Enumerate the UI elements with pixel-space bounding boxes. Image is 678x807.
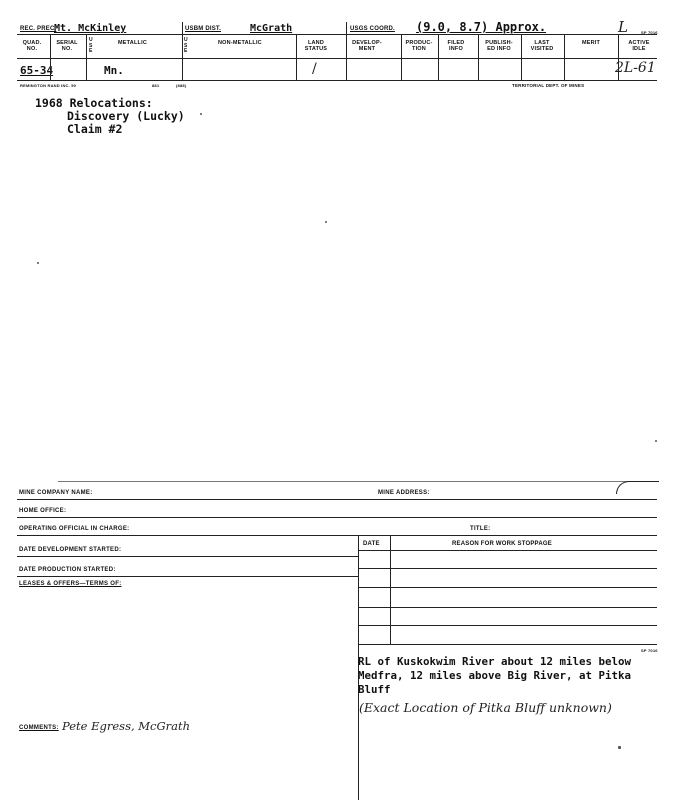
col-use-1: U S E bbox=[89, 37, 93, 54]
location-line-1: RL of Kuskokwim River about 12 miles below bbox=[358, 655, 632, 668]
active-idle-value: 2L-61 bbox=[615, 60, 656, 76]
top-fold-curve bbox=[616, 481, 659, 494]
operating-official-label: OPERATING OFFICIAL IN CHARGE: bbox=[19, 526, 130, 532]
land-status-value: / bbox=[312, 61, 317, 77]
col-land-status: LAND STATUS bbox=[304, 40, 328, 52]
form-number: SP 7016 bbox=[641, 30, 658, 35]
reason-column-header: REASON FOR WORK STOPPAGE bbox=[452, 541, 552, 547]
usgs-coord-value: (9.0, 8.7) Approx. bbox=[416, 20, 547, 34]
speck bbox=[200, 113, 202, 115]
col-merit: MERIT bbox=[581, 40, 601, 46]
notes-line-2: Discovery (Lucky) bbox=[67, 109, 185, 123]
col-development: DEVELOP- MENT bbox=[352, 40, 382, 52]
location-note: (Exact Location of Pitka Bluff unknown) bbox=[359, 700, 612, 715]
location-line-3: Bluff bbox=[358, 683, 391, 696]
speck bbox=[37, 262, 39, 264]
col-use-2: U S E bbox=[184, 37, 188, 54]
col-published-info: PUBLISH- ED INFO bbox=[485, 40, 513, 52]
printer-code-1: 881 bbox=[152, 83, 160, 88]
date-development-started-label: DATE DEVELOPMENT STARTED: bbox=[19, 547, 122, 553]
title-label: TITLE: bbox=[470, 526, 491, 532]
usgs-coord-label: USGS COORD. bbox=[350, 26, 395, 32]
col-metallic: METALLIC bbox=[118, 40, 147, 46]
date-column-header: DATE bbox=[363, 541, 380, 547]
comments-label: COMMENTS: bbox=[19, 725, 59, 731]
quad-value: 65-34 bbox=[20, 64, 54, 77]
mine-company-name-label: MINE COMPANY NAME: bbox=[19, 490, 93, 496]
territorial-dept: TERRITORIAL DEPT. OF MINES bbox=[512, 83, 585, 88]
date-production-started-label: DATE PRODUCTION STARTED: bbox=[19, 567, 116, 573]
speck bbox=[655, 440, 657, 442]
printer-code-2: (888) bbox=[176, 83, 187, 88]
rec-prec-label: REC. PREC. bbox=[20, 26, 57, 32]
notes-line-1: 1968 Relocations: bbox=[35, 96, 153, 110]
home-office-label: HOME OFFICE: bbox=[19, 508, 67, 514]
col-active-idle: ACTIVE IDLE bbox=[628, 40, 650, 52]
rec-prec-value: Mt. McKinley bbox=[54, 23, 127, 34]
location-line-2: Medfra, 12 miles above Big River, at Pitka bbox=[358, 669, 632, 682]
metallic-value: Mn. bbox=[104, 64, 124, 77]
leases-offers-label: LEASES & OFFERS—TERMS OF: bbox=[19, 581, 122, 587]
comments-value: Pete Egress, McGrath bbox=[62, 719, 191, 733]
usgm-dist-label: USBM DIST. bbox=[185, 26, 222, 32]
col-serial: SERIAL NO. bbox=[56, 40, 78, 52]
speck bbox=[325, 221, 327, 223]
notes-line-3: Claim #2 bbox=[67, 122, 123, 136]
col-non-metallic: NON-METALLIC bbox=[218, 40, 262, 46]
form-number-lower: SP 7016 bbox=[641, 648, 658, 653]
corner-letter: L bbox=[618, 18, 628, 36]
col-production: PRODUC- TION bbox=[405, 40, 433, 52]
mine-address-label: MINE ADDRESS: bbox=[378, 490, 430, 496]
col-last-visited: LAST VISITED bbox=[530, 40, 554, 52]
printer-imprint: REMINGTON RAND INC. 50 bbox=[20, 83, 77, 88]
speck bbox=[618, 746, 621, 749]
usgm-dist-value: McGrath bbox=[250, 23, 293, 34]
col-quad: QUAD. NO. bbox=[22, 40, 42, 52]
col-filed-info: FILED INFO bbox=[447, 40, 465, 52]
